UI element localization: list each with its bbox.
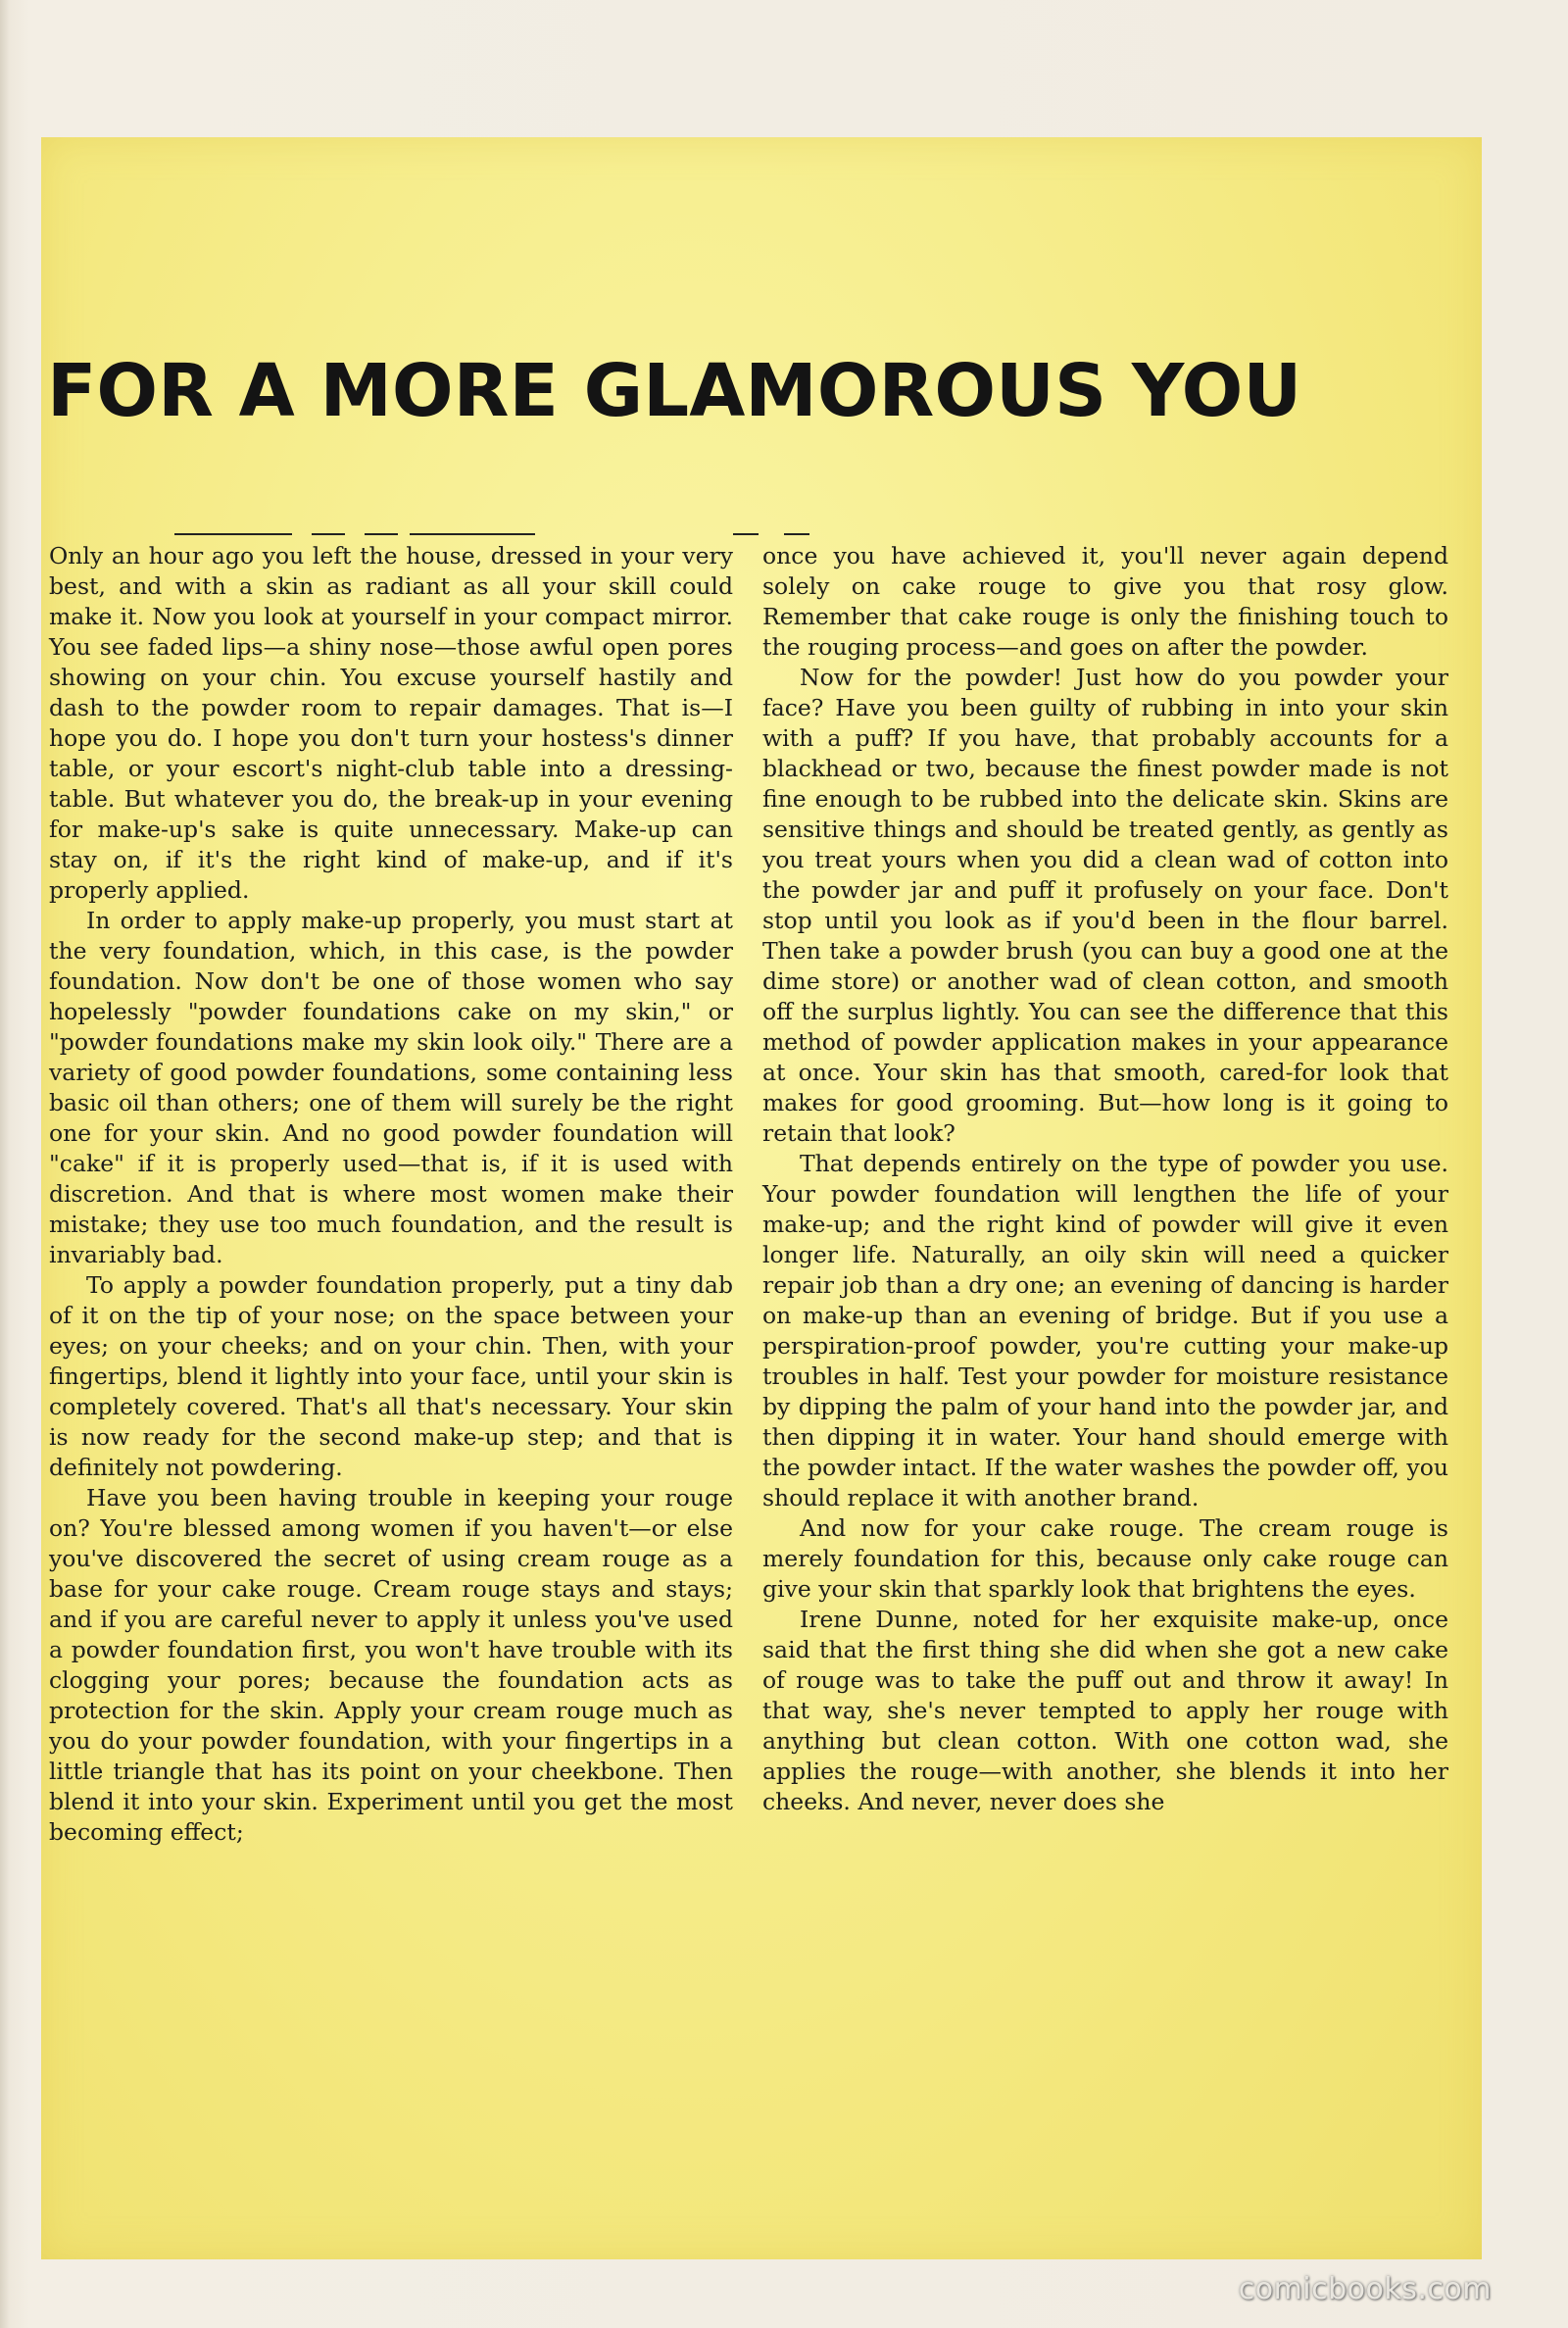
paragraph: Now for the powder! Just how do you powder your face? Have you been guilty of rubbing in into your skin with a puff? If you have, that probably accounts for a blackhead or two, because the finest powder made is not fine enough to be rubbed into the delicate skin. Skins are sensitive things and should be treated gently, as gently as you treat yours when you did a clean wad of cotton into the powder jar and puff it profusely on your face. Don't stop until you look as if you'd been in the flour barrel. Then take a powder brush (you can buy a good one at the dime store) or another wad of clean cotton, and smooth off the surplus lightly. You can see the difference that this method of powder application makes in your appearance at once. Your skin has that smooth, cared-for look that makes for good grooming. But—how long is it going to retain that look? [762, 664, 1448, 1147]
article-column-left [49, 541, 733, 2060]
article-title: FOR A MORE GLAMOROUS YOU [47, 349, 1302, 433]
column-rule [365, 533, 398, 535]
paragraph: Irene Dunne, noted for her exquisite make-up, once said that the first thing she did when she got a new cake of rouge was to take the puff out and throw it away! In that way, she's never tempted to apply her rouge with anything but clean cotton. With one cotton wad, she applies the rouge—with another, she blends it into her cheeks. And never, never does she [762, 1606, 1448, 1815]
paragraph: To apply a powder foundation properly, put a tiny dab of it on the tip of your nose; on the space between your eyes; on your cheeks; and on your chin. Then, with your fingertips, blend it lightly into your face, until your skin is completely covered. That's all that's necessary. Your skin is now ready for the second make-up step; and that is definitely not powdering. [49, 1271, 733, 1481]
column-rule [410, 533, 535, 535]
paragraph: Only an hour ago you left the house, dressed in your very best, and with a skin as radiant as all your skill could make it. Now you look at yourself in your compact mirror. You see faded lips—a shiny nose—those awful open pores showing on your chin. You excuse yourself hastily and dash to the powder room to repair damages. That is—I hope you do. I hope you don't turn your hostess's dinner table, or your escort's night-club table into a dressing-table. But whatever you do, the break-up in your evening for make-up's sake is quite unnecessary. Make-up can stay on, if it's the right kind of make-up, and if it's properly applied. [49, 542, 733, 904]
paragraph: once you have achieved it, you'll never again depend solely on cake rouge to give you that rosy glow. Remember that cake rouge is only the finishing touch to the rouging process—and goes on after the powder. [762, 542, 1448, 661]
article-column-right [762, 541, 1448, 2060]
paragraph: And now for your cake rouge. The cream rouge is merely foundation for this, because only cake rouge can give your skin that sparkly look that brightens the eyes. [762, 1514, 1448, 1603]
column-rule [784, 533, 809, 535]
column-rule [733, 533, 759, 535]
paragraph: That depends entirely on the type of powder you use. Your powder foundation will lengthen the life of your make-up; and the right kind of powder will give it even longer life. Naturally, an oily skin will need a quicker repair job than a dry one; an evening of dancing is harder on make-up than an evening of bridge. But if you use a perspiration-proof powder, you're cutting your make-up troubles in half. Test your powder for moisture resistance by dipping the palm of your hand into the powder jar, and then dipping it in water. Your hand should emerge with the powder intact. If the water washes the powder off, you should replace it with another brand. [762, 1150, 1448, 1511]
site-watermark: comicbooks.com [1238, 2272, 1492, 2306]
column-rule [174, 533, 292, 535]
paragraph: Have you been having trouble in keeping your rouge on? You're blessed among women if you haven't—or else you've discovered the secret of using cream rouge as a base for your cake rouge. Cream rouge stays and stays; and if you are careful never to apply it unless you've used a powder foundation first, you won't have trouble with its clogging your pores; because the foundation acts as protection for the skin. Apply your cream rouge much as you do your powder foundation, with your fingertips in a little triangle that has its point on your cheekbone. Then blend it into your skin. Experiment until you get the most becoming effect; [49, 1484, 733, 1846]
paragraph: In order to apply make-up properly, you must start at the very foundation, which, in this case, is the powder foundation. Now don't be one of those women who say hopelessly "powder foundations cake on my skin," or "powder foundations make my skin look oily." There are a variety of good powder foundations, some containing less basic oil than others; one of them will surely be the right one for your skin. And no good powder foundation will "cake" if it is properly used—that is, if it is used with discretion. And that is where most women make their mistake; they use too much foundation, and the result is invariably bad. [49, 907, 733, 1268]
column-rule [312, 533, 345, 535]
